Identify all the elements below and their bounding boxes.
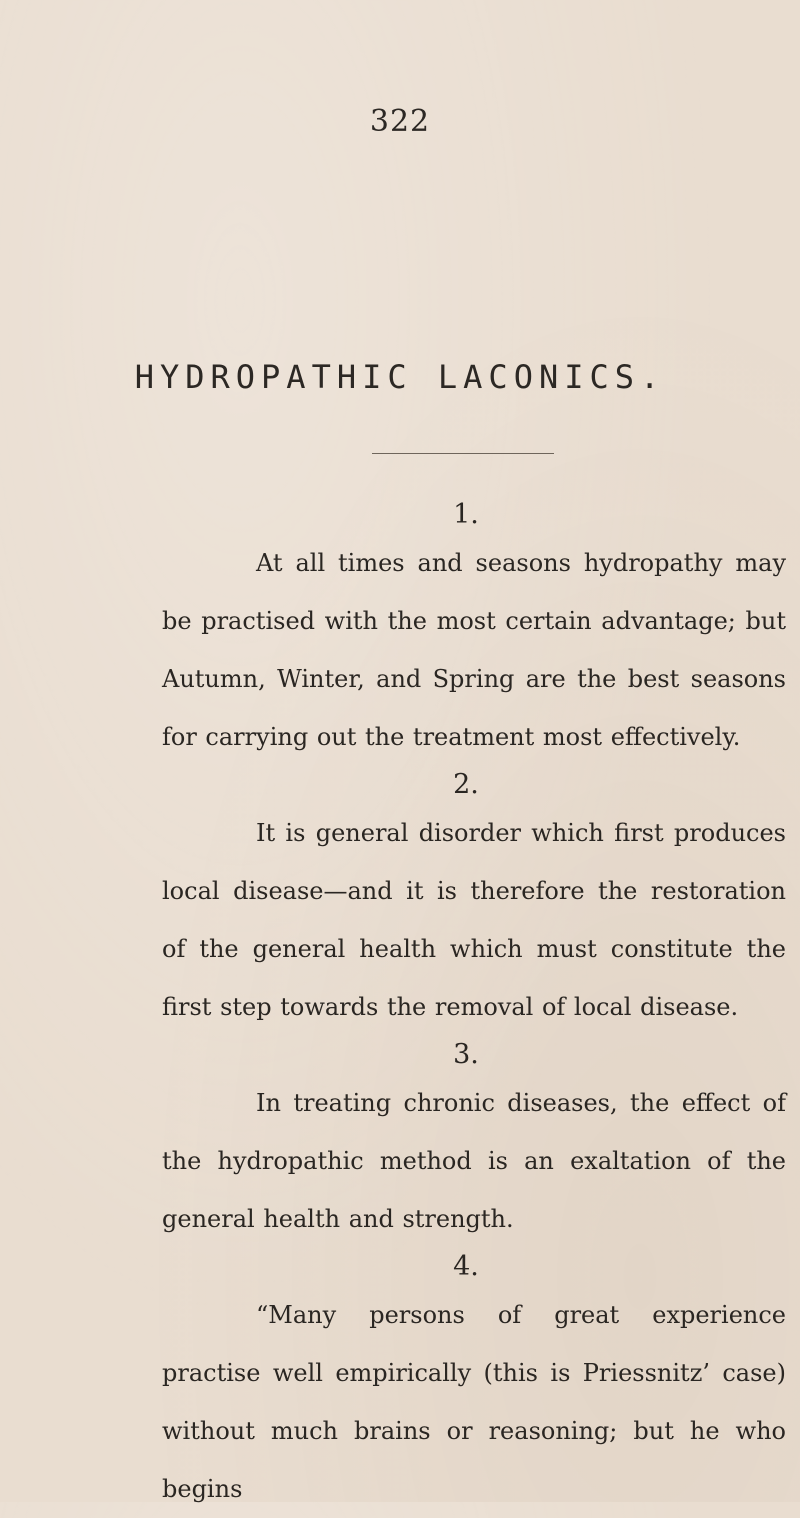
paragraph: [162, 1074, 786, 1248]
page-number: 322: [369, 104, 431, 139]
section-3: [162, 1036, 786, 1248]
body-text: [162, 496, 786, 1518]
section-number: 3.: [453, 1039, 479, 1070]
paragraph-text: It is general disorder which first produces local disease—and it is therefore the restoration of the general health which must constitute the first step towards the removal of local disease.: [162, 819, 786, 1021]
paragraph: [162, 1286, 786, 1518]
section-number: 2.: [453, 769, 479, 800]
paragraph: [162, 804, 786, 1036]
paragraph-text: “Many persons of great experience practise well empirically (this is Priessnitz’ case) without much brains or reasoning; but he who begins: [162, 1301, 786, 1503]
section-2: [162, 766, 786, 1036]
section-1: [162, 496, 786, 766]
page-title: HYDROPATHIC LACONICS.: [134, 358, 666, 396]
section-number: 4.: [453, 1251, 479, 1282]
title-rule: [372, 453, 554, 454]
section-4: [162, 1248, 786, 1518]
paragraph: [162, 534, 786, 766]
paragraph-text: In treating chronic diseases, the effect of the hydropathic method is an exaltation of the general health and strength.: [162, 1089, 786, 1233]
section-number: 1.: [453, 499, 479, 530]
paragraph-text: At all times and seasons hydropathy may be practised with the most certain advantage; but Autumn, Winter, and Spring are the best seasons for carrying out the treatment most effectively.: [162, 549, 786, 751]
